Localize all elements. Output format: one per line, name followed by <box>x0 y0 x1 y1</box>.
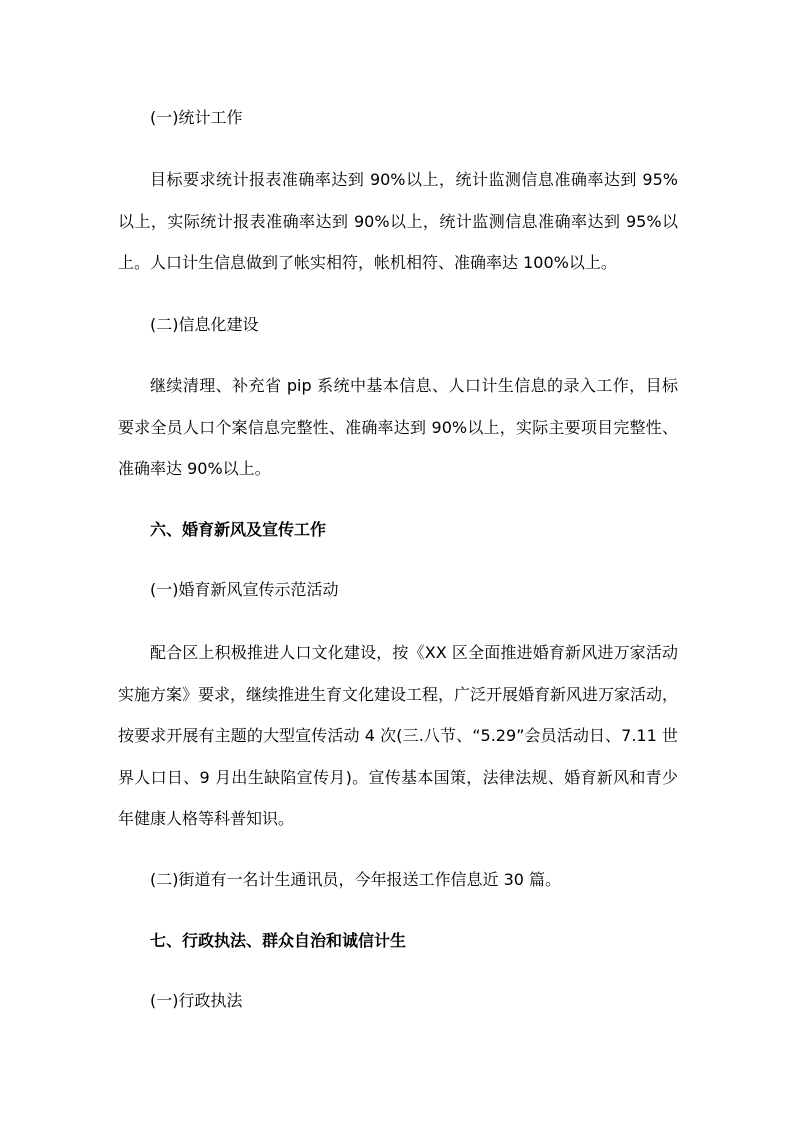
subheading-marriage-campaign: (一)婚育新风宣传示范活动 <box>150 580 339 599</box>
section-heading-6: 六、婚育新风及宣传工作 <box>150 520 327 539</box>
paragraph-informatization: 继续清理、补充省 pip 系统中基本信息、人口计生信息的录入工作，目标要求全员人口个案信息完整性、准确率达到 90%以上，实际主要项目完整性、准确率达 90%以上。 <box>118 376 678 478</box>
paragraph-correspondent: (二)街道有一名计生通讯员，今年报送工作信息近 30 篇。 <box>150 870 562 889</box>
paragraph-statistics-targets: 目标要求统计报表准确率达到 90%以上，统计监测信息准确率达到 95%以上，实际统计报表准确率达到 90%以上，统计监测信息准确率达到 95%以上。人口计生信息做到了帐实相符，帐机相符、准确率达 100%以上。 <box>118 170 678 272</box>
subheading-administrative-law: (一)行政执法 <box>150 991 243 1010</box>
paragraph-marriage-campaign: 配合区上积极推进人口文化建设，按《XX 区全面推进婚育新风进万家活动实施方案》要求，继续推进生育文化建设工程，广泛开展婚育新风进万家活动，按要求开展有主题的大型宣传活动 4 次(三.八节、“5.29”会员活动日、7.11 世界人口日、9 月出生缺陷宣传月)。宣传基本国策，法律法规、婚育新风和青少年健康人格等科普知识。 <box>118 643 679 828</box>
section-heading-7: 七、行政执法、群众自治和诚信计生 <box>150 931 407 950</box>
subheading-statistics-work: (一)统计工作 <box>150 108 243 127</box>
subheading-informatization: (二)信息化建设 <box>150 315 259 334</box>
